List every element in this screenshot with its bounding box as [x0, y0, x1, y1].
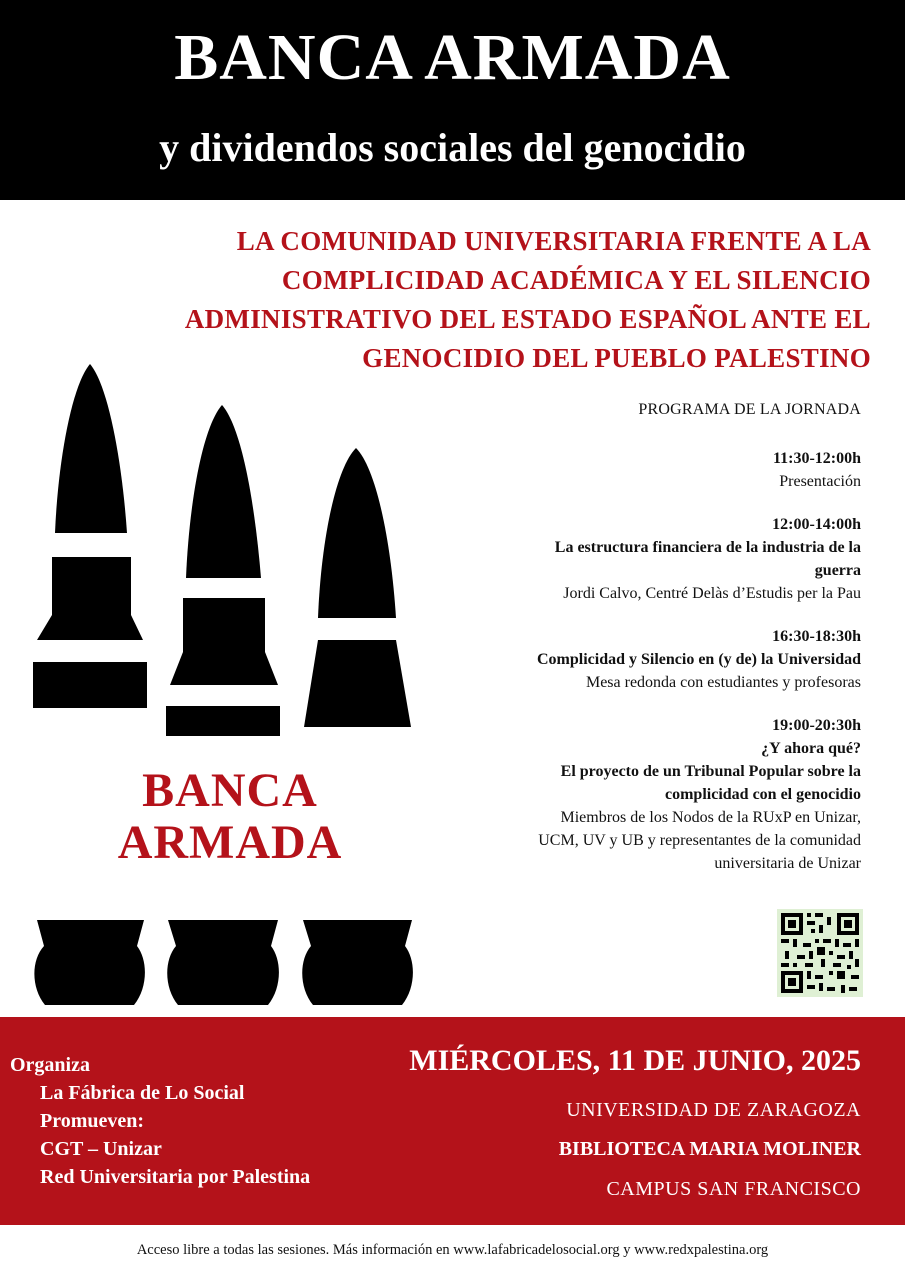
bullet-base [166, 706, 280, 736]
session-talk: guerra [814, 562, 861, 579]
organiza-label: Organiza [10, 1054, 90, 1076]
qr-code[interactable] [777, 909, 863, 997]
session-item [421, 714, 861, 875]
session-talk: complicidad con el genocidio [665, 786, 861, 803]
program-schedule [421, 398, 861, 895]
event-date: MIÉRCOLES, 11 DE JUNIO, 2025 [409, 1044, 861, 1077]
bullet-tip [318, 448, 396, 618]
session-time: 16:30-18:30h [772, 628, 861, 645]
bullet-casing [302, 920, 413, 1005]
banca-armada-logo [90, 765, 370, 869]
headline-line: LA COMUNIDAD UNIVERSITARIA FRENTE A LA [236, 226, 871, 256]
session-time: 19:00-20:30h [772, 717, 861, 734]
bullet-base [33, 662, 147, 708]
bullet-body [37, 615, 143, 640]
bullet-body [304, 640, 411, 727]
session-detail: UCM, UV y UB y representantes de la comunidad [538, 832, 861, 849]
bullet-tip [55, 364, 127, 533]
venue-campus: CAMPUS SAN FRANCISCO [606, 1178, 861, 1200]
session-detail: Jordi Calvo, Centré Delàs d’Estudis per la Pau [563, 585, 861, 602]
session-item [421, 625, 861, 694]
bullet-body [170, 652, 278, 685]
session-detail: Mesa redonda con estudiantes y profesoras [585, 674, 861, 691]
session-talk: Complicidad y Silencio en (y de) la Universidad [536, 651, 861, 668]
promueven-item: CGT – Unizar [40, 1138, 162, 1160]
session-detail: Presentación [779, 473, 861, 490]
headline-line: ADMINISTRATIVO DEL ESTADO ESPAÑOL ANTE EL [184, 304, 871, 334]
header-banner [0, 0, 905, 200]
logo-line: ARMADA [117, 816, 343, 869]
session-talk: El proyecto de un Tribunal Popular sobre la [560, 763, 861, 780]
bullet-band [183, 598, 265, 652]
venue-library: BIBLIOTECA MARIA MOLINER [558, 1138, 861, 1160]
promueven-label: Promueven: [40, 1110, 145, 1132]
session-detail: Miembros de los Nodos de la RUxP en Unizar, [560, 809, 861, 826]
session-time: 11:30-12:00h [773, 450, 861, 467]
organizers-block [10, 1051, 310, 1191]
page-title: BANCA ARMADA [174, 21, 731, 94]
headline [71, 222, 871, 378]
bullet-casing [34, 920, 145, 1005]
logo-line: BANCA [142, 764, 318, 817]
promueven-item: Red Universitaria por Palestina [40, 1166, 311, 1188]
footer-band [0, 1017, 905, 1225]
bullets-illustration [0, 360, 440, 1010]
headline-line: COMPLICIDAD ACADÉMICA Y EL SILENCIO [281, 265, 871, 295]
session-time: 12:00-14:00h [772, 516, 861, 533]
session-detail: universitaria de Unizar [714, 855, 861, 872]
bullet-tip [186, 405, 261, 578]
headline-line: GENOCIDIO DEL PUEBLO PALESTINO [362, 343, 871, 373]
session-item [421, 513, 861, 605]
access-note: Acceso libre a todas las sesiones. Más información en www.lafabricadelosocial.org y www.redxpalestina.org [136, 1242, 769, 1258]
session-item [421, 447, 861, 493]
venue-university: UNIVERSIDAD DE ZARAGOZA [566, 1099, 861, 1121]
bullet-casing [167, 920, 279, 1005]
bullet-band [52, 557, 131, 615]
page-subtitle: y dividendos sociales del genocidio [159, 125, 746, 170]
session-talk: La estructura financiera de la industria de la [554, 539, 861, 556]
session-talk: ¿Y ahora qué? [761, 740, 861, 757]
organiza-name: La Fábrica de Lo Social [40, 1082, 245, 1104]
program-title: PROGRAMA DE LA JORNADA [638, 401, 861, 418]
